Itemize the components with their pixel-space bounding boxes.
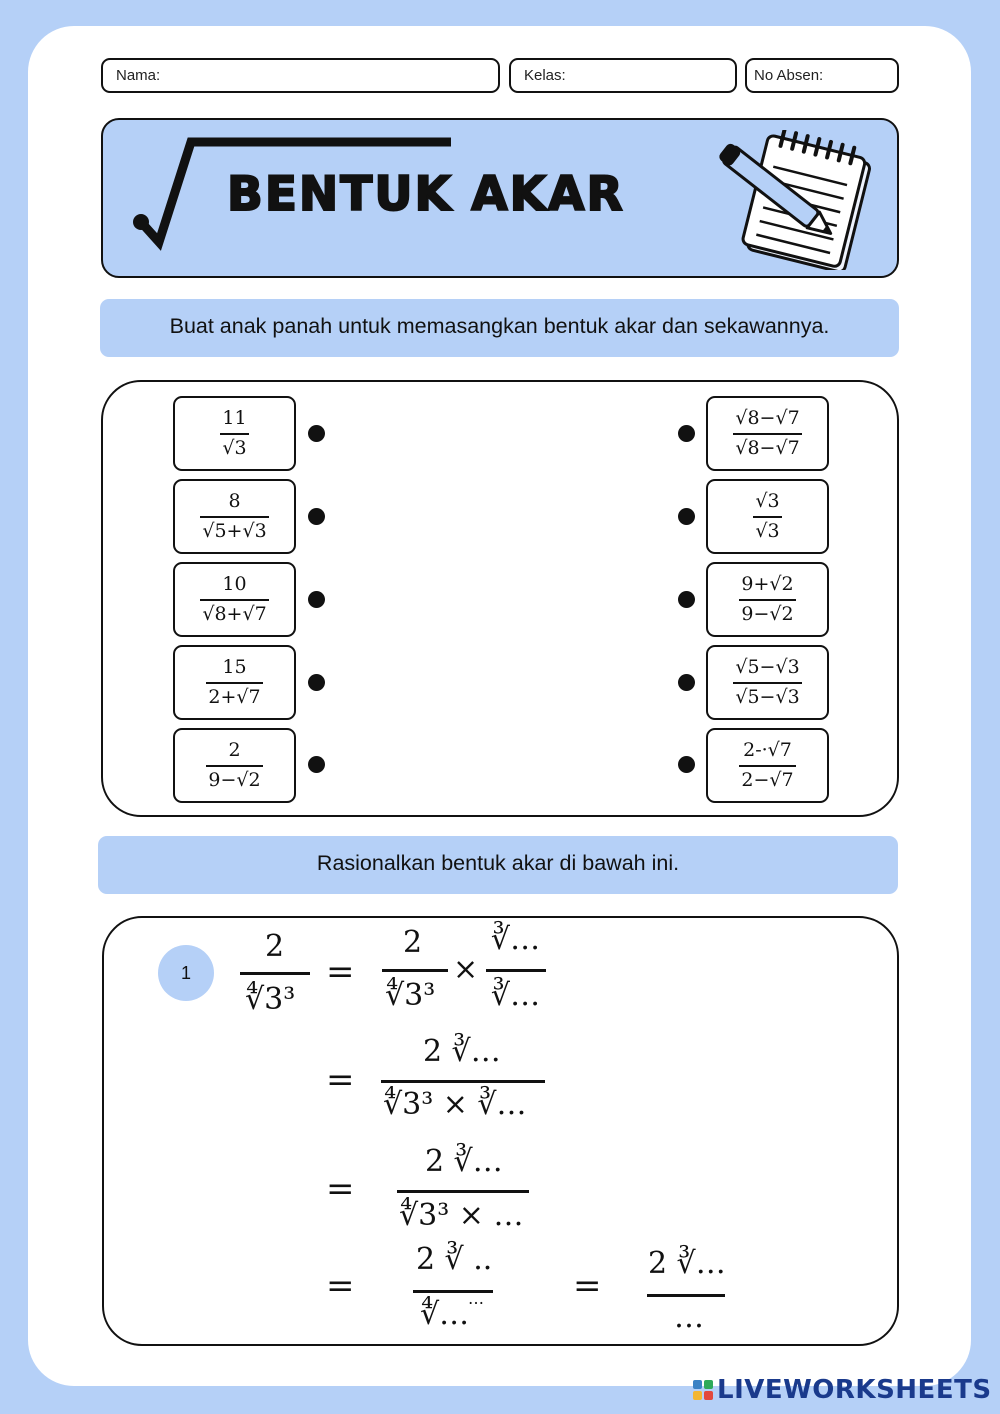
left-match-dot-3[interactable] [308, 591, 325, 608]
right-match-dot-3[interactable] [678, 591, 695, 608]
line3-fraction-bar [397, 1190, 529, 1193]
left-match-dot-5[interactable] [308, 756, 325, 773]
line4-result-numerator-input[interactable]: 2 ∛… [648, 1246, 726, 1281]
right-card-4 [706, 645, 829, 720]
name-label: Nama: [116, 67, 161, 84]
line4-denominator-exponent[interactable]: … [468, 1289, 484, 1308]
left-card-1-numerator: 11 [222, 406, 247, 429]
line4-result-denominator-input[interactable]: … [674, 1300, 704, 1335]
left-card-4-numerator: 15 [222, 655, 247, 678]
equals-sign-3: = [326, 1169, 355, 1209]
line1-factor-denominator-input[interactable]: ∛… [491, 978, 541, 1013]
left-card-4-denominator: 2+√7 [206, 682, 262, 709]
right-match-dot-4[interactable] [678, 674, 695, 691]
right-card-3-numerator: 9+√2 [741, 572, 794, 595]
liveworksheets-logo-icon [693, 1380, 713, 1400]
brand-name: LIVEWORKSHEETS [717, 1375, 992, 1405]
absen-label: No Absen: [754, 67, 824, 84]
left-card-4 [173, 645, 296, 720]
absen-field[interactable] [745, 58, 899, 93]
left-card-5-denominator: 9−√2 [206, 765, 262, 792]
right-card-2-denominator: √3 [753, 516, 781, 543]
right-card-5 [706, 728, 829, 803]
line4-denominator-input[interactable]: ∜… [420, 1297, 470, 1332]
right-card-3-denominator: 9−√2 [739, 599, 795, 626]
line1-rhs-denominator: ∜3³ [385, 978, 436, 1013]
right-card-2-numerator: √3 [755, 489, 780, 512]
line4-result-fraction-bar [647, 1294, 725, 1297]
right-card-1-denominator: √8−√7 [733, 433, 801, 460]
equals-sign-5: = [573, 1266, 602, 1306]
right-card-4-numerator: √5−√3 [735, 655, 800, 678]
right-card-5-denominator: 2−√7 [739, 765, 795, 792]
right-match-dot-2[interactable] [678, 508, 695, 525]
equals-sign-4: = [326, 1266, 355, 1306]
line2-numerator-input[interactable]: 2 ∛… [423, 1034, 501, 1069]
line1-factor-numerator-input[interactable]: ∛… [491, 922, 541, 957]
line1-factor-fraction-bar [486, 969, 546, 972]
line2-denominator-input[interactable]: ∜3³ × ∛… [383, 1087, 527, 1122]
left-card-2-denominator: √5+√3 [200, 516, 268, 543]
matching-instruction: Buat anak panah untuk memasangkan bentuk akar dan sekawannya. [100, 299, 899, 357]
left-match-dot-1[interactable] [308, 425, 325, 442]
name-field[interactable] [101, 58, 500, 93]
notepad-pencil-icon [707, 130, 877, 270]
equals-sign-2: = [326, 1060, 355, 1100]
class-label: Kelas: [524, 67, 566, 84]
right-card-3 [706, 562, 829, 637]
right-card-5-numerator: 2-·√7 [743, 738, 792, 761]
title-banner [101, 118, 899, 278]
line1-lhs-numerator: 2 [265, 929, 285, 964]
rationalize-instruction: Rasionalkan bentuk akar di bawah ini. [98, 836, 898, 894]
line1-rhs-numerator: 2 [403, 925, 423, 960]
left-card-2-numerator: 8 [228, 489, 241, 512]
line1-rhs-fraction-bar [382, 969, 448, 972]
right-card-1 [706, 396, 829, 471]
left-card-2 [173, 479, 296, 554]
left-card-3-denominator: √8+√7 [200, 599, 268, 626]
right-card-1-numerator: √8−√7 [735, 406, 800, 429]
line4-numerator-input[interactable]: 2 ∛ .. [416, 1242, 493, 1277]
problem-number-badge: 1 [158, 945, 214, 1001]
equals-sign-1: = [326, 952, 355, 992]
left-card-5-numerator: 2 [228, 738, 241, 761]
liveworksheets-logo[interactable] [693, 1374, 992, 1406]
line3-numerator-input[interactable]: 2 ∛… [425, 1144, 503, 1179]
times-sign-1: × [453, 952, 479, 987]
right-match-dot-1[interactable] [678, 425, 695, 442]
left-card-3 [173, 562, 296, 637]
line2-fraction-bar [381, 1080, 545, 1083]
left-match-dot-2[interactable] [308, 508, 325, 525]
left-card-3-numerator: 10 [222, 572, 247, 595]
right-match-dot-5[interactable] [678, 756, 695, 773]
left-card-1-denominator: √3 [220, 433, 248, 460]
left-match-dot-4[interactable] [308, 674, 325, 691]
right-card-2 [706, 479, 829, 554]
line1-lhs-denominator: ∜3³ [245, 982, 296, 1017]
class-field[interactable] [509, 58, 737, 93]
page-title: BENTUK AKAR [227, 167, 625, 222]
left-card-1 [173, 396, 296, 471]
left-card-5 [173, 728, 296, 803]
line3-denominator-input[interactable]: ∜3³ × … [399, 1198, 524, 1233]
right-card-4-denominator: √5−√3 [733, 682, 801, 709]
line1-lhs-fraction-bar [240, 972, 310, 975]
